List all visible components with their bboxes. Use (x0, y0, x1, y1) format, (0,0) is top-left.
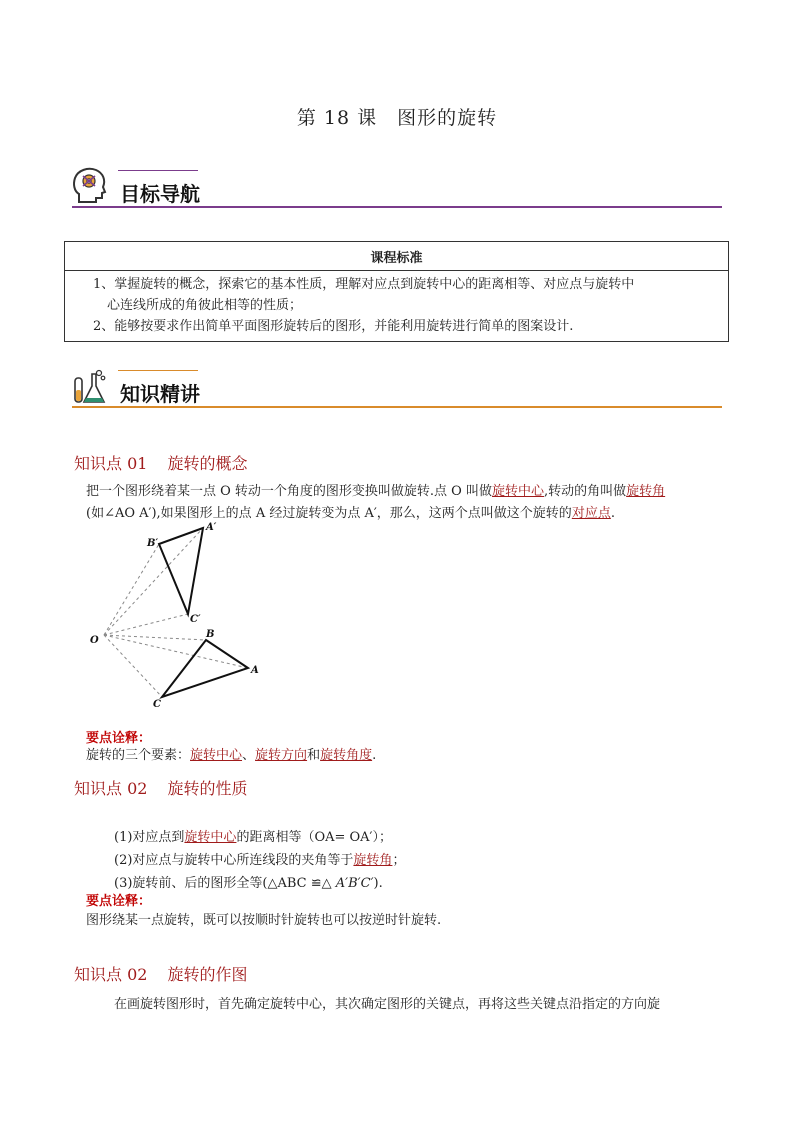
kp3-heading (74, 962, 247, 985)
property-1-a: (1)对应点到 (114, 830, 185, 845)
kp1-note-sep-1: 、 (242, 748, 256, 763)
term-corresponding-point: 对应点 (571, 506, 611, 521)
page-title: 第 18 课 图形的旋转 (296, 107, 498, 129)
head-gear-icon (72, 166, 108, 206)
kp1-title: 旋转的概念 (167, 454, 248, 473)
label-C: C (153, 699, 161, 710)
dash-O-A (104, 635, 248, 668)
standards-table (64, 241, 729, 342)
property-3 (114, 872, 405, 895)
section-title-knowledge: 知识精讲 (120, 382, 200, 406)
term-angle: 旋转角度 (320, 748, 373, 763)
kp2-note: 图形绕某一点旋转，既可以按顺时针旋转也可以按逆时针旋转. (86, 913, 442, 928)
kp1-note (86, 745, 376, 767)
term-rotation-angle: 旋转角 (626, 484, 666, 499)
term-rotation-center: 旋转中心 (491, 484, 544, 499)
standard-item-2: 2、能够按要求作出简单平面图形旋转后的图形，并能利用旋转进行简单的图案设计. (93, 319, 574, 334)
kp2-heading (74, 776, 247, 799)
property-3-italic: A′B′C′ (335, 876, 374, 891)
dash-O-C (104, 635, 162, 697)
dash-O-C2 (104, 614, 188, 635)
label-B-prime: B′ (147, 538, 159, 549)
term-center: 旋转中心 (190, 748, 243, 763)
label-C-prime: C′ (190, 614, 201, 625)
triangle-A2B2C2 (159, 528, 203, 614)
dash-O-B2 (104, 544, 159, 635)
property-3-a: (3)旋转前、后的图形全等(△ABC ≌△ (114, 876, 336, 891)
kp1-text-a: 把一个图形绕着某一点 O 转动一个角度的图形变换叫做旋转.点 O 叫做 (86, 484, 492, 499)
goal-header (72, 166, 722, 210)
kp2-note-heading: 要点诠释： (86, 894, 152, 909)
label-B: B (206, 629, 215, 640)
property-2-a: (2)对应点与旋转中心所连线段的夹角等于 (114, 853, 354, 868)
property-3-b: ). (373, 876, 383, 891)
kp2-properties (114, 826, 405, 895)
kp1-text-b: ,转动的角叫做 (544, 484, 627, 499)
kp1-note-end: . (372, 748, 377, 763)
kp1-text-end: . (610, 506, 615, 521)
kp1-note-text: 旋转的三个要素： (86, 748, 191, 763)
flask-icon (72, 368, 110, 406)
kp1-number: 知识点 01 (74, 454, 148, 473)
kp3-paragraph: 在画旋转图形时，首先确定旋转中心，其次确定图形的关键点，再将这些关键点沿指定的方向旋 (114, 997, 661, 1012)
knowledge-header (72, 366, 722, 410)
term-direction: 旋转方向 (255, 748, 308, 763)
label-A-prime: A′ (206, 522, 217, 533)
property-2 (114, 849, 405, 872)
section-title-goal: 目标导航 (120, 182, 200, 206)
property-1-term: 旋转中心 (184, 830, 237, 845)
kp1-note-sep-2: 和 (307, 748, 321, 763)
triangle-ABC (162, 640, 248, 697)
kp2-number: 知识点 02 (74, 779, 148, 798)
property-1-b: 的距离相等（OA= OA′）； (236, 830, 393, 845)
kp3-number: 知识点 02 (74, 965, 148, 984)
kp2-title: 旋转的性质 (167, 779, 248, 798)
standards-body (65, 271, 729, 342)
label-O: O (90, 635, 99, 646)
kp3-title: 旋转的作图 (167, 965, 248, 984)
rotation-diagram (86, 518, 276, 710)
standards-header: 课程标准 (65, 242, 729, 271)
dash-O-B (104, 635, 206, 640)
kp1-note-heading: 要点诠释： (86, 731, 152, 746)
standard-item-1-line-2: 心连线所成的角彼此相等的性质； (107, 298, 303, 313)
property-2-b: ； (392, 853, 406, 868)
label-A: A (251, 665, 259, 676)
property-2-term: 旋转角 (353, 853, 393, 868)
kp1-heading (74, 451, 247, 474)
property-1 (114, 826, 405, 849)
kp1-text-c: (如∠AO A′),如果图形上的点 A 经过旋转变为点 A′，那么，这两个点叫做这个旋转的 (86, 506, 572, 521)
standard-item-1-line-1: 1、掌握旋转的概念，探索它的基本性质，理解对应点到旋转中心的距离相等、对应点与旋转中 (93, 277, 635, 292)
